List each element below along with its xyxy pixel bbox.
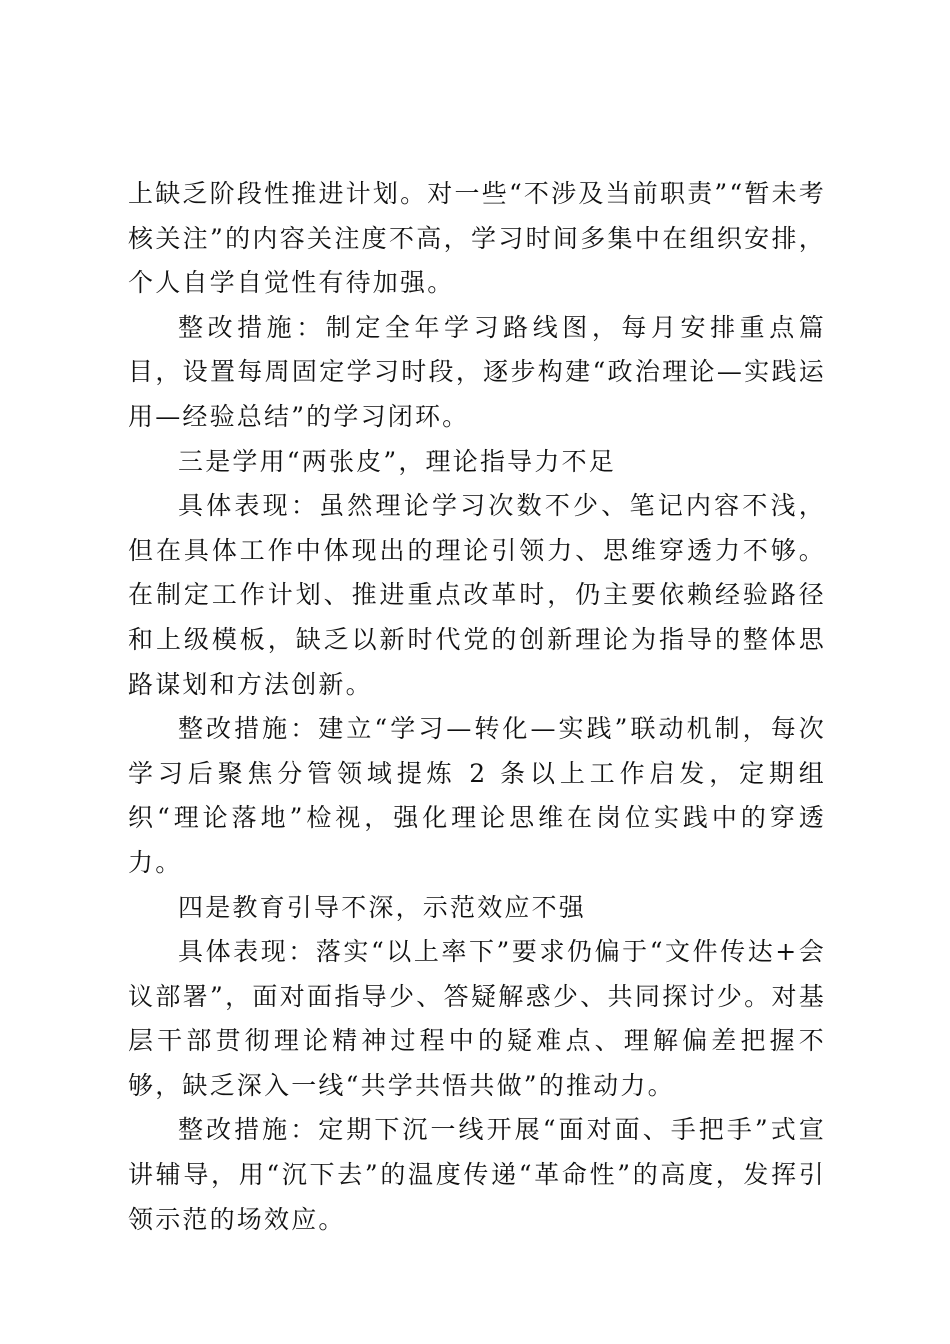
section-heading-3: 三是学用“两张皮”，理论指导力不足 (178, 446, 616, 476)
paragraph-manifestation-3: 具体表现：虽然理论学习次数不少、笔记内容不浅，但在具体工作中体现出的理论引领力、思维穿透力不够。在制定工作计划、推进重点改革时，仍主要依赖经验路径和上级模板，缺乏以新时代党的创新理论为指导的整体思路谋划和方法创新。 (128, 491, 826, 699)
paragraph-continued: 上缺乏阶段性推进计划。对一些“不涉及当前职责”“暂未考核关注”的内容关注度不高，学习时间多集中在组织安排，个人自学自觉性有待加强。 (128, 179, 826, 298)
paragraph-rectification-1: 整改措施：制定全年学习路线图，每月安排重点篇目，设置每周固定学习时段，逐步构建“政治理论—实践运用—经验总结”的学习闭环。 (128, 312, 826, 431)
paragraph-rectification-4: 整改措施：定期下沉一线开展“面对面、手把手”式宣讲辅导，用“沉下去”的温度传递“革命性”的高度，发挥引领示范的场效应。 (128, 1115, 826, 1234)
paragraph-manifestation-4: 具体表现：落实“以上率下”要求仍偏于“文件传达+会议部署”，面对面指导少、答疑解惑少、共同探讨少。对基层干部贯彻理论精神过程中的疑难点、理解偏差把握不够，缺乏深入一线“共学共悟共做”的推动力。 (128, 937, 826, 1100)
paragraph-rectification-3: 整改措施：建立“学习—转化—实践”联动机制，每次学习后聚焦分管领域提炼 2 条以上工作启发，定期组织“理论落地”检视，强化理论思维在岗位实践中的穿透力。 (128, 714, 826, 877)
document-body (128, 172, 826, 1242)
section-heading-4: 四是教育引导不深，示范效应不强 (178, 892, 587, 922)
